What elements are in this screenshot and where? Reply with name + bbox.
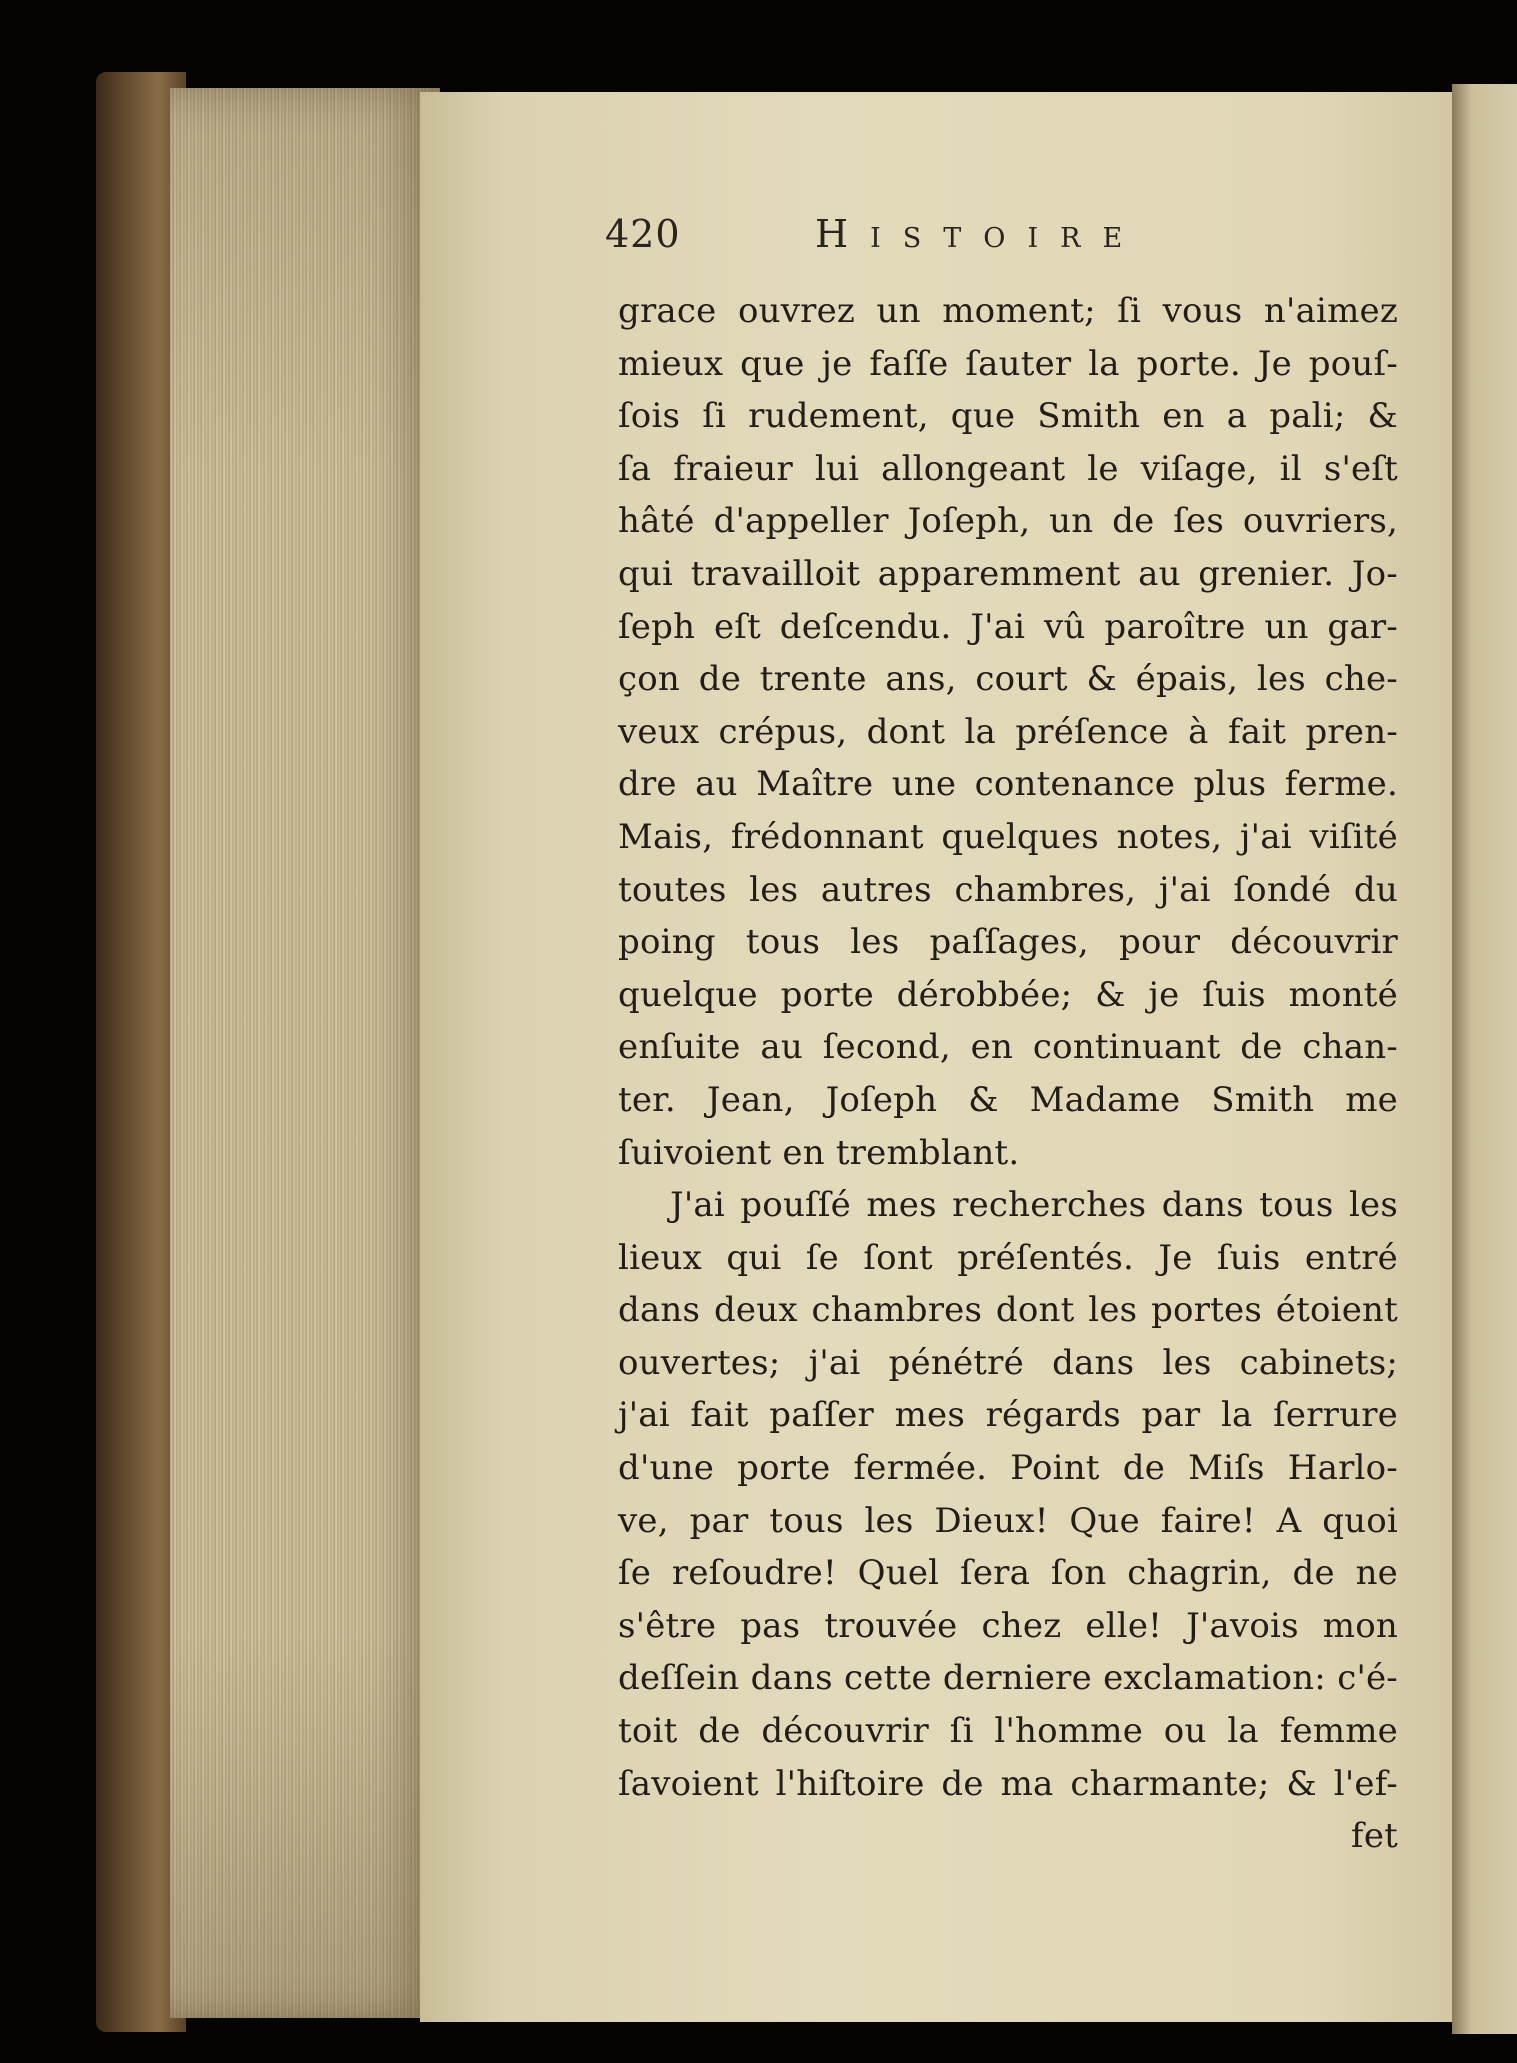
page-number: 420 — [605, 212, 681, 256]
text-line: ve, par tous les Dieux! Que faire! A quoi — [618, 1500, 1398, 1541]
text-line: mieux que je faſſe ſauter la porte. Je pouſ- — [618, 343, 1398, 384]
text-line: poing tous les paſſages, pour découvrir — [618, 922, 1398, 963]
text-line: deſſein dans cette derniere exclamation: c'é- — [618, 1658, 1398, 1699]
text-line: ſavoient l'hiſtoire de ma charmante; & l'ef- — [618, 1763, 1398, 1804]
catchword: fet — [1351, 1816, 1398, 1857]
text-line: dre au Maître une contenance plus ferme. — [618, 764, 1398, 805]
text-line: lieux qui ſe ſont préſentés. Je ſuis entré — [618, 1237, 1398, 1278]
page-edges — [170, 88, 440, 2018]
text-line: quelque porte dérobbée; & je ſuis monté — [618, 974, 1398, 1015]
text-line: J'ai pouſſé mes recherches dans tous les — [670, 1185, 1398, 1226]
text-line: s'être pas trouvée chez elle! J'avois mon — [618, 1605, 1398, 1646]
text-line: toutes les autres chambres, j'ai ſondé du — [618, 869, 1398, 910]
text-line: d'une porte fermée. Point de Miſs Harlo- — [618, 1448, 1398, 1489]
text-line: j'ai fait paſſer mes régards par la ſerrure — [618, 1395, 1398, 1436]
text-line: qui travailloit apparemment au grenier. Jo- — [618, 553, 1398, 594]
text-line: ouvertes; j'ai pénétré dans les cabinets; — [618, 1342, 1398, 1383]
text-line: veux crépus, dont la préſence à fait pren- — [618, 711, 1398, 752]
text-line: Mais, frédonnant quelques notes, j'ai viſité — [618, 816, 1398, 857]
text-line: grace ouvrez un moment; ſi vous n'aimez — [618, 291, 1398, 331]
text-line: ter. Jean, Joſeph & Madame Smith me — [618, 1079, 1398, 1120]
text-line: çon de trente ans, court & épais, les che- — [618, 659, 1398, 700]
text-line: ſuivoient en tremblant. — [618, 1132, 1020, 1173]
text-line: enſuite au ſecond, en continuant de chan- — [618, 1027, 1398, 1068]
text-line: ſe reſoudre! Quel ſera ſon chagrin, de ne — [618, 1553, 1398, 1594]
text-line: ſeph eſt deſcendu. J'ai vû paroître un gar- — [618, 606, 1398, 647]
page-header — [605, 212, 1405, 262]
text-line: ſois ſi rudement, que Smith en a pali; & — [618, 396, 1398, 437]
running-title: Histoire — [815, 212, 1145, 256]
facing-page — [1452, 84, 1517, 2034]
text-line: hâté d'appeller Joſeph, un de ſes ouvriers, — [618, 501, 1398, 542]
body-text — [618, 285, 1398, 1863]
text-line: ſa fraieur lui allongeant le viſage, il s'eſt — [618, 448, 1398, 489]
text-line: toit de découvrir ſi l'homme ou la femme — [618, 1711, 1398, 1752]
text-line: dans deux chambres dont les portes étoient — [618, 1290, 1398, 1331]
